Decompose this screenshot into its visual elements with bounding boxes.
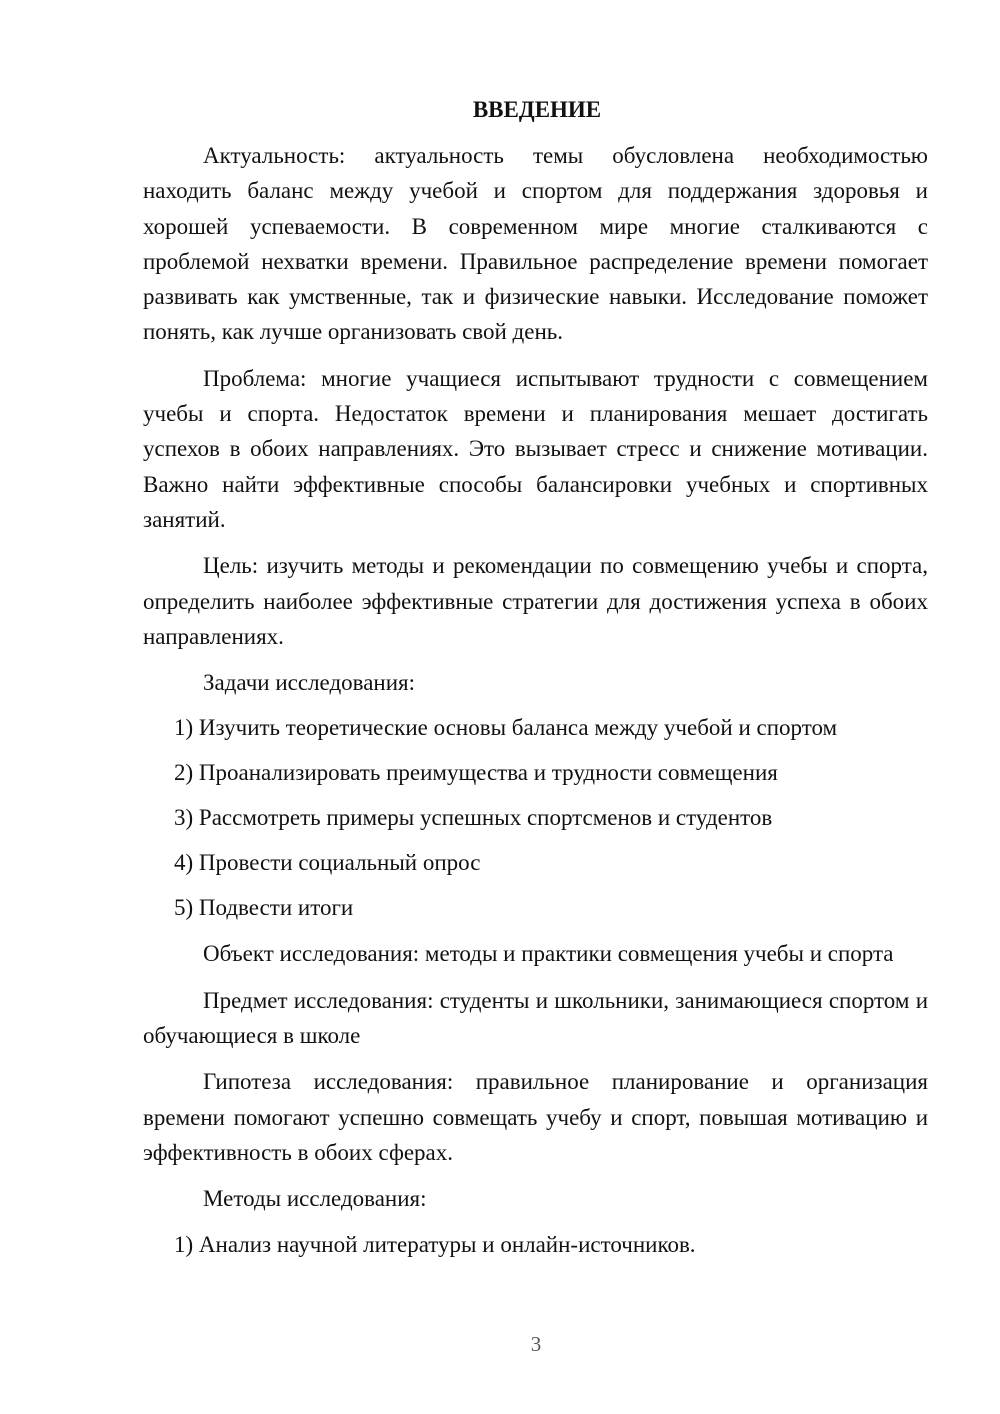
list-item: 2) Проанализировать преимущества и трудности совмещения xyxy=(174,760,778,786)
methods-heading: Методы исследования: xyxy=(203,1186,427,1212)
list-item: 1) Анализ научной литературы и онлайн-источников. xyxy=(174,1231,696,1257)
problem-paragraph: Проблема: многие учащиеся испытывают трудности с совмещением учебы и спорта. Недостаток времени и планирования мешает достигать успехов в обоих направлениях. Это вызывает стресс и снижение мотивации. Важно найти эффективные способы балансировки учебных и спортивных занятий. xyxy=(143,365,928,532)
page-content xyxy=(143,92,928,1262)
object-paragraph: Объект исследования: методы и практики совмещения учебы и спорта xyxy=(203,941,894,967)
subject-paragraph: Предмет исследования: студенты и школьники, занимающиеся спортом и обучающиеся в школе xyxy=(143,987,928,1049)
tasks-list xyxy=(143,710,928,925)
list-item: 4) Провести социальный опрос xyxy=(174,850,481,876)
tasks-heading: Задачи исследования: xyxy=(203,670,416,696)
goal-paragraph: Цель: изучить методы и рекомендации по совмещению учебы и спорта, определить наиболее эффективные стратегии для достижения успеха в обоих направлениях. xyxy=(143,553,928,649)
relevance-paragraph: Актуальность: актуальность темы обусловлена необходимостью находить баланс между учебой и спортом для поддержания здоровья и хорошей успеваемости. В современном мире многие сталкиваются с проблемой нехватки времени. Правильное распределение времени помогает развивать как умственные, так и физические навыки. Исследование поможет понять, как лучше организовать свой день. xyxy=(143,143,928,345)
list-item: 1) Изучить теоретические основы баланса между учебой и спортом xyxy=(174,715,838,741)
hypothesis-paragraph: Гипотеза исследования: правильное планирование и организация времени помогают успешно совмещать учебу и спорт, повышая мотивацию и эффективность в обоих сферах. xyxy=(143,1069,928,1165)
methods-list xyxy=(143,1227,928,1262)
list-item: 5) Подвести итоги xyxy=(174,895,354,921)
page-number: 3 xyxy=(530,1332,542,1356)
section-title: ВВЕДЕНИЕ xyxy=(472,97,602,122)
list-item: 3) Рассмотреть примеры успешных спортсменов и студентов xyxy=(174,805,773,831)
